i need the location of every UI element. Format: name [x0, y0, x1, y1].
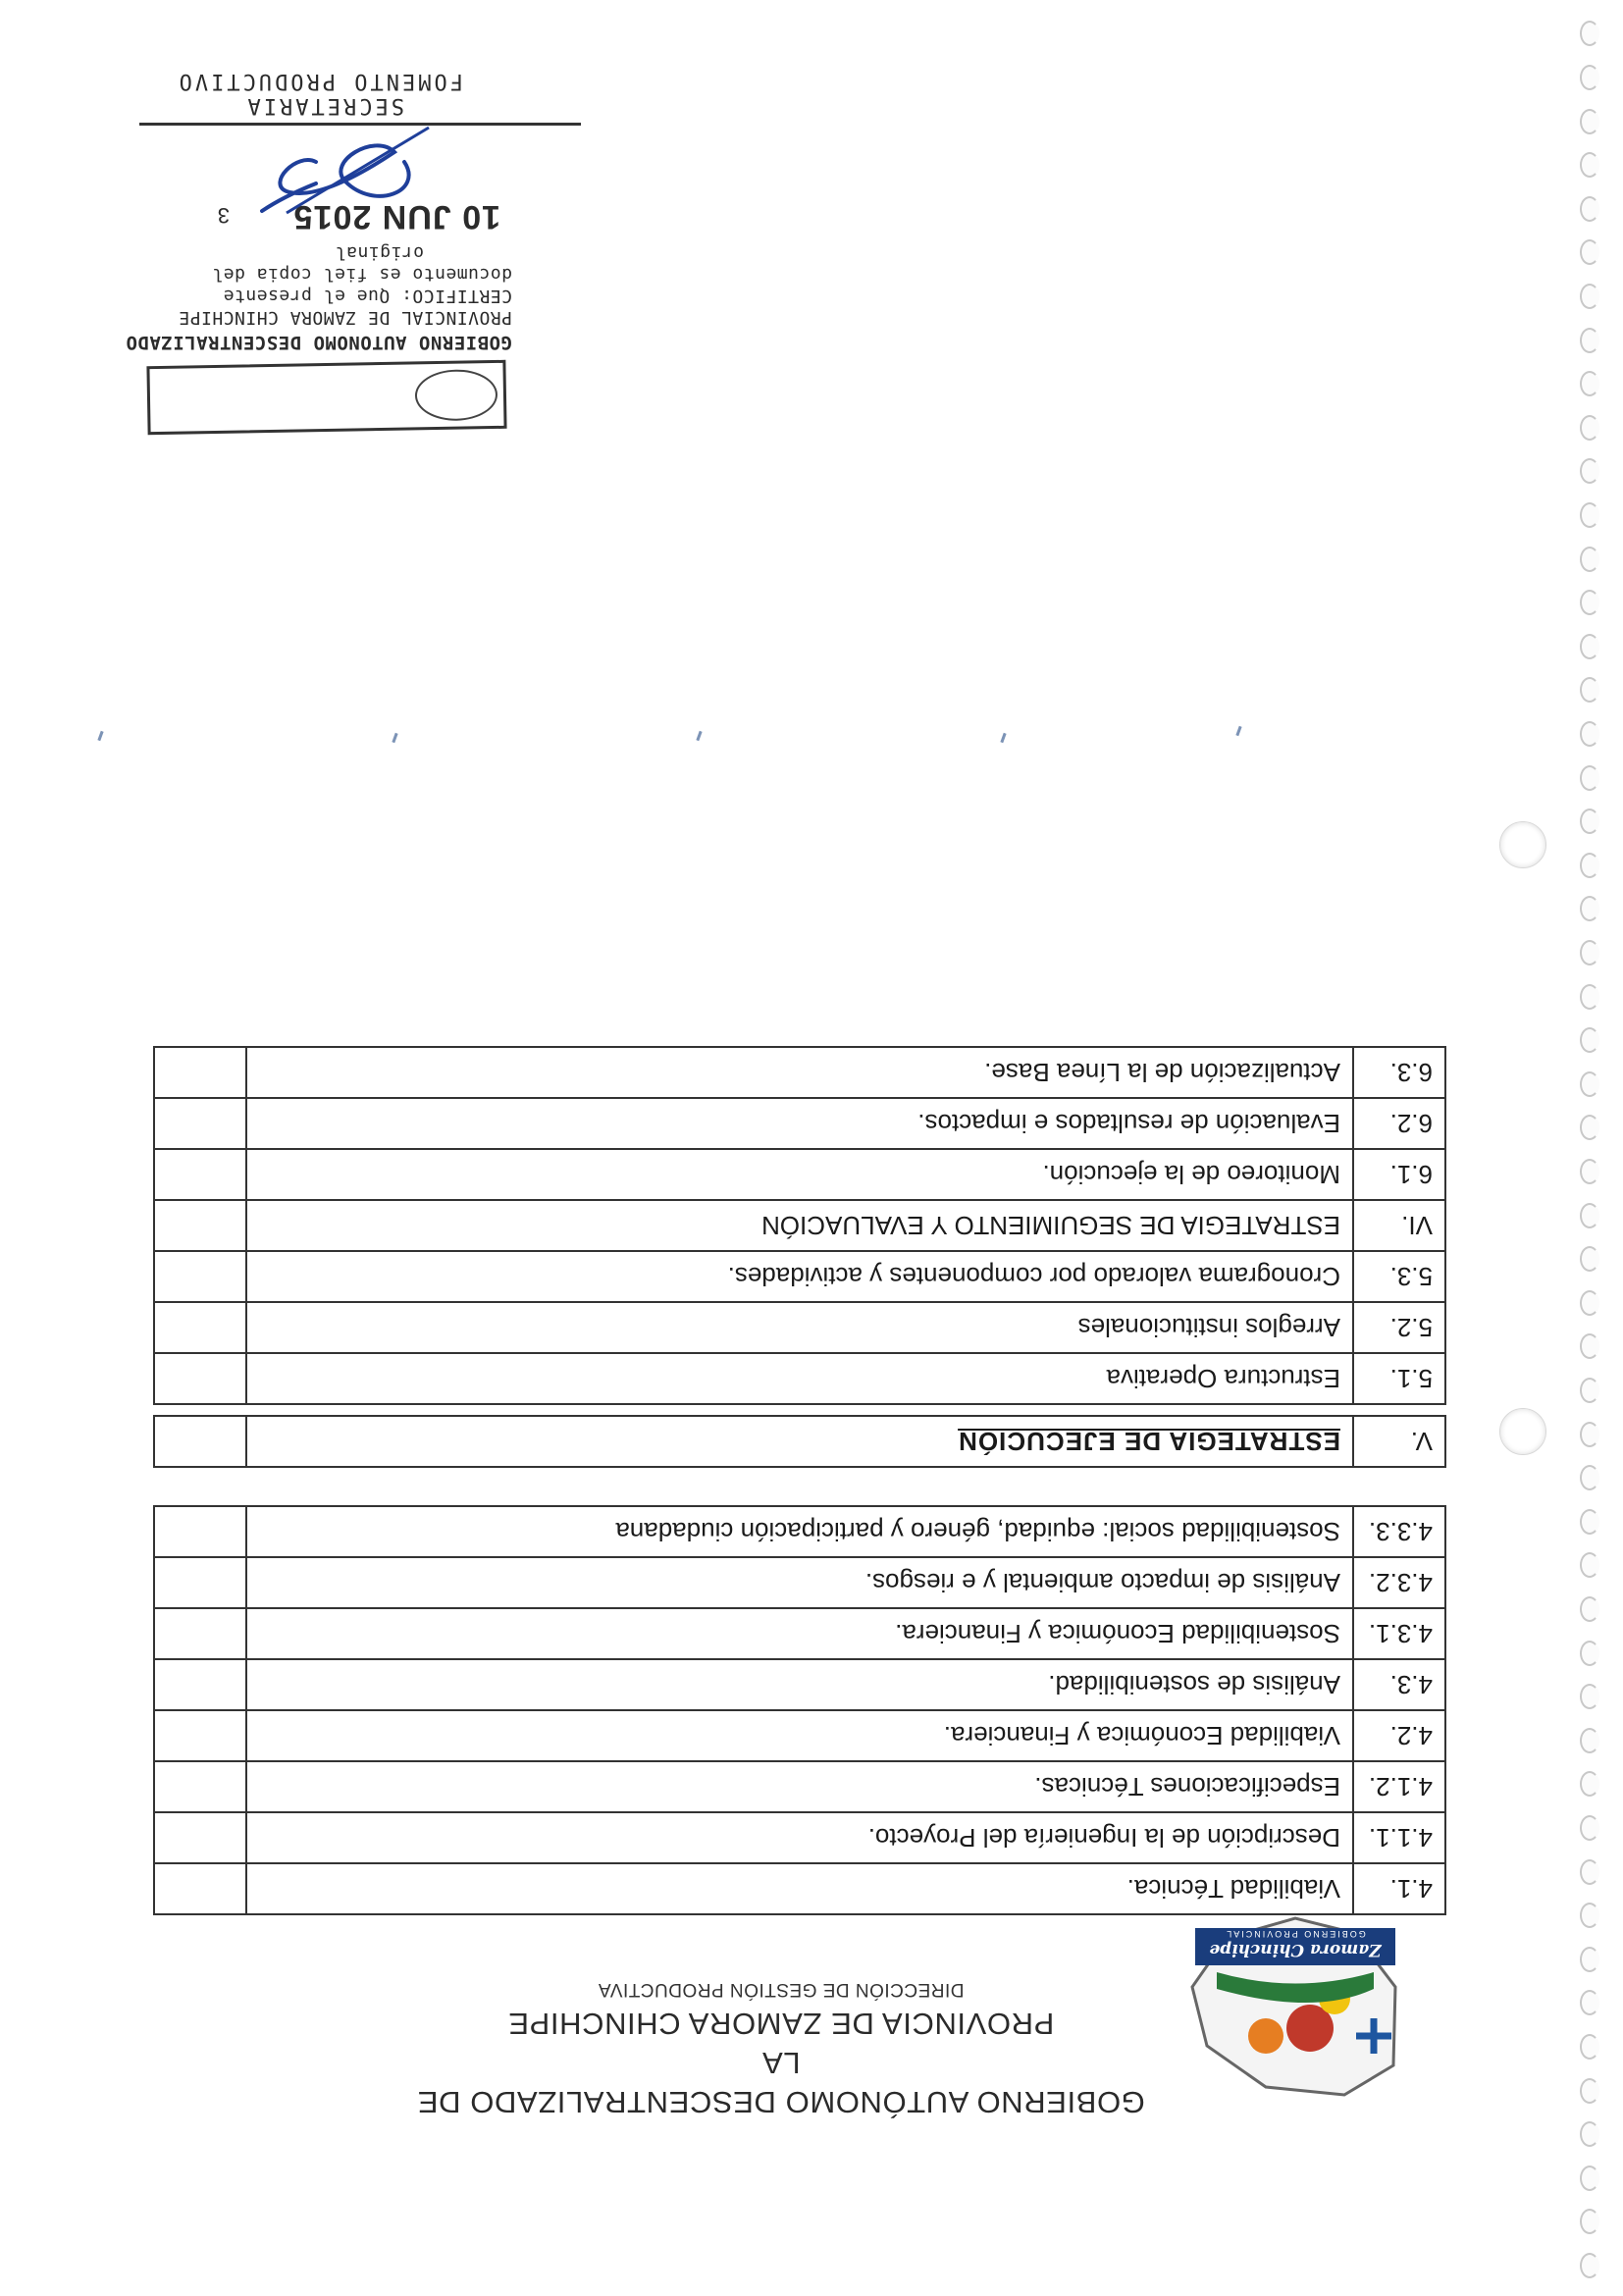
index-number: 4.1. [1353, 1863, 1445, 1914]
table-row [154, 1659, 1445, 1710]
index-number: 6.2. [1353, 1098, 1445, 1149]
table-row [154, 1149, 1445, 1200]
table-row [154, 1506, 1445, 1557]
binder-hole [1580, 1684, 1599, 1709]
binder-hole [1580, 2209, 1599, 2234]
index-number: 5.1. [1353, 1353, 1445, 1404]
binder-hole [1580, 2253, 1599, 2278]
index-entry: Estructura Operativa [246, 1353, 1353, 1404]
index-number: 4.3.2. [1353, 1557, 1445, 1608]
table-row [154, 1047, 1445, 1098]
signature [237, 123, 434, 231]
table-row [154, 1251, 1445, 1302]
binder-hole [1580, 415, 1599, 441]
index-entry: Descripción de la Ingeniería del Proyecto. [246, 1812, 1353, 1863]
binder-hole [1580, 765, 1599, 791]
scan-mark [1000, 733, 1006, 743]
index-number: V. [1353, 1416, 1445, 1467]
table-row [154, 1098, 1445, 1149]
stamp-line-1: GOBIERNO AUTONOMO DESCENTRALIZADO [126, 332, 512, 353]
binder-hole [1580, 328, 1599, 353]
index-entry: Sostenibilidad Económica y Financiera. [246, 1608, 1353, 1659]
binder-hole [1580, 1728, 1599, 1753]
index-entry: Evaluación de resultados e impactos. [246, 1098, 1353, 1149]
index-page-cell [154, 1608, 246, 1659]
binder-hole [1580, 1246, 1599, 1272]
binder-hole [1580, 1333, 1599, 1359]
stamp-line-5: original [335, 242, 424, 263]
binder-hole [1580, 284, 1599, 309]
table-row [154, 1353, 1445, 1404]
index-page-cell [154, 1557, 246, 1608]
binder-hole [1580, 1903, 1599, 1928]
binder-hole [1580, 65, 1599, 90]
index-number: 4.3.1. [1353, 1608, 1445, 1659]
binder-hole [1580, 502, 1599, 528]
scan-mark [1235, 726, 1241, 736]
index-entry: Sostenibilidad social: equidad, género y participación ciudadana [246, 1506, 1353, 1557]
index-entry: Viabilidad Económica y Financiera. [246, 1710, 1353, 1761]
binder-hole [1580, 1203, 1599, 1228]
binder-hole [1580, 1596, 1599, 1622]
index-number: VI. [1353, 1200, 1445, 1251]
logo-subtext: GOBIERNO PROVINCIAL [1225, 1929, 1366, 1939]
binder-hole [1580, 1990, 1599, 2015]
index-page-cell [154, 1047, 246, 1098]
index-page-cell [154, 1416, 246, 1467]
binder-hole [1580, 1115, 1599, 1140]
index-entry: Especificaciones Técnicas. [246, 1761, 1353, 1812]
table-row [154, 1812, 1445, 1863]
binder-hole [1580, 1771, 1599, 1797]
stamp-emblem [415, 369, 498, 421]
index-number: 4.1.2. [1353, 1761, 1445, 1812]
binder-hole [1580, 1159, 1599, 1184]
binder-hole [1580, 371, 1599, 396]
binder-hole [1580, 1422, 1599, 1447]
index-entry: Análisis de impacto ambiental y e riesgos. [246, 1557, 1353, 1608]
binder-hole [1580, 21, 1599, 46]
binder-hole [1580, 2121, 1599, 2147]
stamp-date: 10 JUN 2015 [292, 198, 500, 235]
index-number: 5.2. [1353, 1302, 1445, 1353]
punch-hole-2 [1499, 821, 1546, 868]
binder-hole [1580, 1947, 1599, 1972]
binder-hole [1580, 1071, 1599, 1097]
binder-hole [1580, 634, 1599, 659]
index-page-cell [154, 1812, 246, 1863]
table-row [154, 1863, 1445, 1914]
scan-mark [696, 731, 702, 741]
binder-hole [1580, 1859, 1599, 1885]
binder-hole [1580, 2078, 1599, 2104]
index-table-section-5-heading [153, 1415, 1446, 1468]
index-page-cell [154, 1353, 246, 1404]
binder-hole [1580, 2034, 1599, 2060]
index-number: 5.3. [1353, 1251, 1445, 1302]
index-number: 4.3.3. [1353, 1506, 1445, 1557]
stamp-dept-line-2: FOMENTO PRODUCTIVO [176, 69, 463, 93]
table-row [154, 1200, 1445, 1251]
binder-hole [1580, 1290, 1599, 1316]
index-entry: Arreglos institucionales [246, 1302, 1353, 1353]
province-logo [1178, 1908, 1413, 2105]
binder-hole [1580, 239, 1599, 265]
stamp-line-3: CERTIFICO: Que el presente [223, 286, 512, 306]
index-number: 4.2. [1353, 1710, 1445, 1761]
stamp-line-4: documento es fiel copia del [211, 264, 512, 285]
stamp-dept-line-1: SECRETARIA [244, 93, 404, 118]
index-number: 6.1. [1353, 1149, 1445, 1200]
index-entry: ESTRATEGIA DE SEGUIMIENTO Y EVALUACIÓN [246, 1200, 1353, 1251]
binder-hole [1580, 1465, 1599, 1490]
index-entry: Viabilidad Técnica. [246, 1863, 1353, 1914]
binder-hole [1580, 984, 1599, 1010]
index-table-sections-5-6 [153, 1046, 1446, 1405]
stamp-line-2: PROVINCIAL DE ZAMORA CHINCHIPE [178, 307, 512, 328]
table-row [154, 1416, 1445, 1467]
index-page-cell [154, 1302, 246, 1353]
binder-hole [1580, 1378, 1599, 1403]
index-page-cell [154, 1506, 246, 1557]
heading-line-2: PROVINCIA DE ZAMORA CHINCHIPE [507, 2007, 1055, 2041]
binder-hole [1580, 1552, 1599, 1578]
binder-hole [1580, 809, 1599, 834]
index-page-cell [154, 1098, 246, 1149]
table-row [154, 1557, 1445, 1608]
binder-hole [1580, 677, 1599, 703]
heading-subtitle: DIRECCIÓN DE GESTIÓN PRODUCTIVA [598, 1979, 965, 2000]
binder-hole [1580, 196, 1599, 222]
table-row [154, 1302, 1445, 1353]
binder-hole [1580, 2166, 1599, 2191]
index-entry: Actualización de la Línea Base. [246, 1047, 1353, 1098]
index-heading: ESTRATEGIA DE EJECUCIÓN [246, 1416, 1353, 1467]
index-page-cell [154, 1251, 246, 1302]
binder-hole [1580, 1509, 1599, 1535]
binder-hole [1580, 1641, 1599, 1666]
index-number: 4.3. [1353, 1659, 1445, 1710]
index-entry: Monitoreo de la ejecución. [246, 1149, 1353, 1200]
index-page-cell [154, 1149, 246, 1200]
binder-hole [1580, 896, 1599, 921]
binder-hole [1580, 721, 1599, 747]
stamp-seal [146, 360, 506, 435]
binder-hole [1580, 1027, 1599, 1053]
binder-hole [1580, 1815, 1599, 1841]
binder-hole [1580, 109, 1599, 134]
index-number: 4.1.1. [1353, 1812, 1445, 1863]
binder-hole [1580, 547, 1599, 572]
binder-hole [1580, 590, 1599, 615]
logo-text: Zamora Chinchipe [1209, 1940, 1382, 1959]
binder-hole [1580, 458, 1599, 484]
document-heading [408, 1978, 1154, 2121]
index-page-cell [154, 1200, 246, 1251]
table-row [154, 1608, 1445, 1659]
binder-holes [1570, 10, 1609, 2286]
page-number: 3 [217, 203, 230, 228]
binder-hole [1580, 152, 1599, 178]
index-page-cell [154, 1761, 246, 1812]
index-entry: Cronograma valorado por componentes y actividades. [246, 1251, 1353, 1302]
index-page-cell [154, 1863, 246, 1914]
binder-hole [1580, 853, 1599, 878]
index-page-cell [154, 1710, 246, 1761]
scan-mark [392, 733, 397, 743]
index-number: 6.3. [1353, 1047, 1445, 1098]
table-row [154, 1710, 1445, 1761]
heading-line-1: GOBIERNO AUTÓNOMO DESCENTRALIZADO DE LA [417, 2046, 1145, 2119]
index-entry: Análisis de sostenibilidad. [246, 1659, 1353, 1710]
table-row [154, 1761, 1445, 1812]
stamp-rule [139, 123, 581, 126]
binder-hole [1580, 940, 1599, 965]
index-table-section-4 [153, 1505, 1446, 1915]
punch-hole-1 [1499, 1408, 1546, 1455]
scan-mark [97, 731, 103, 741]
certification-stamp [51, 20, 512, 432]
index-page-cell [154, 1659, 246, 1710]
